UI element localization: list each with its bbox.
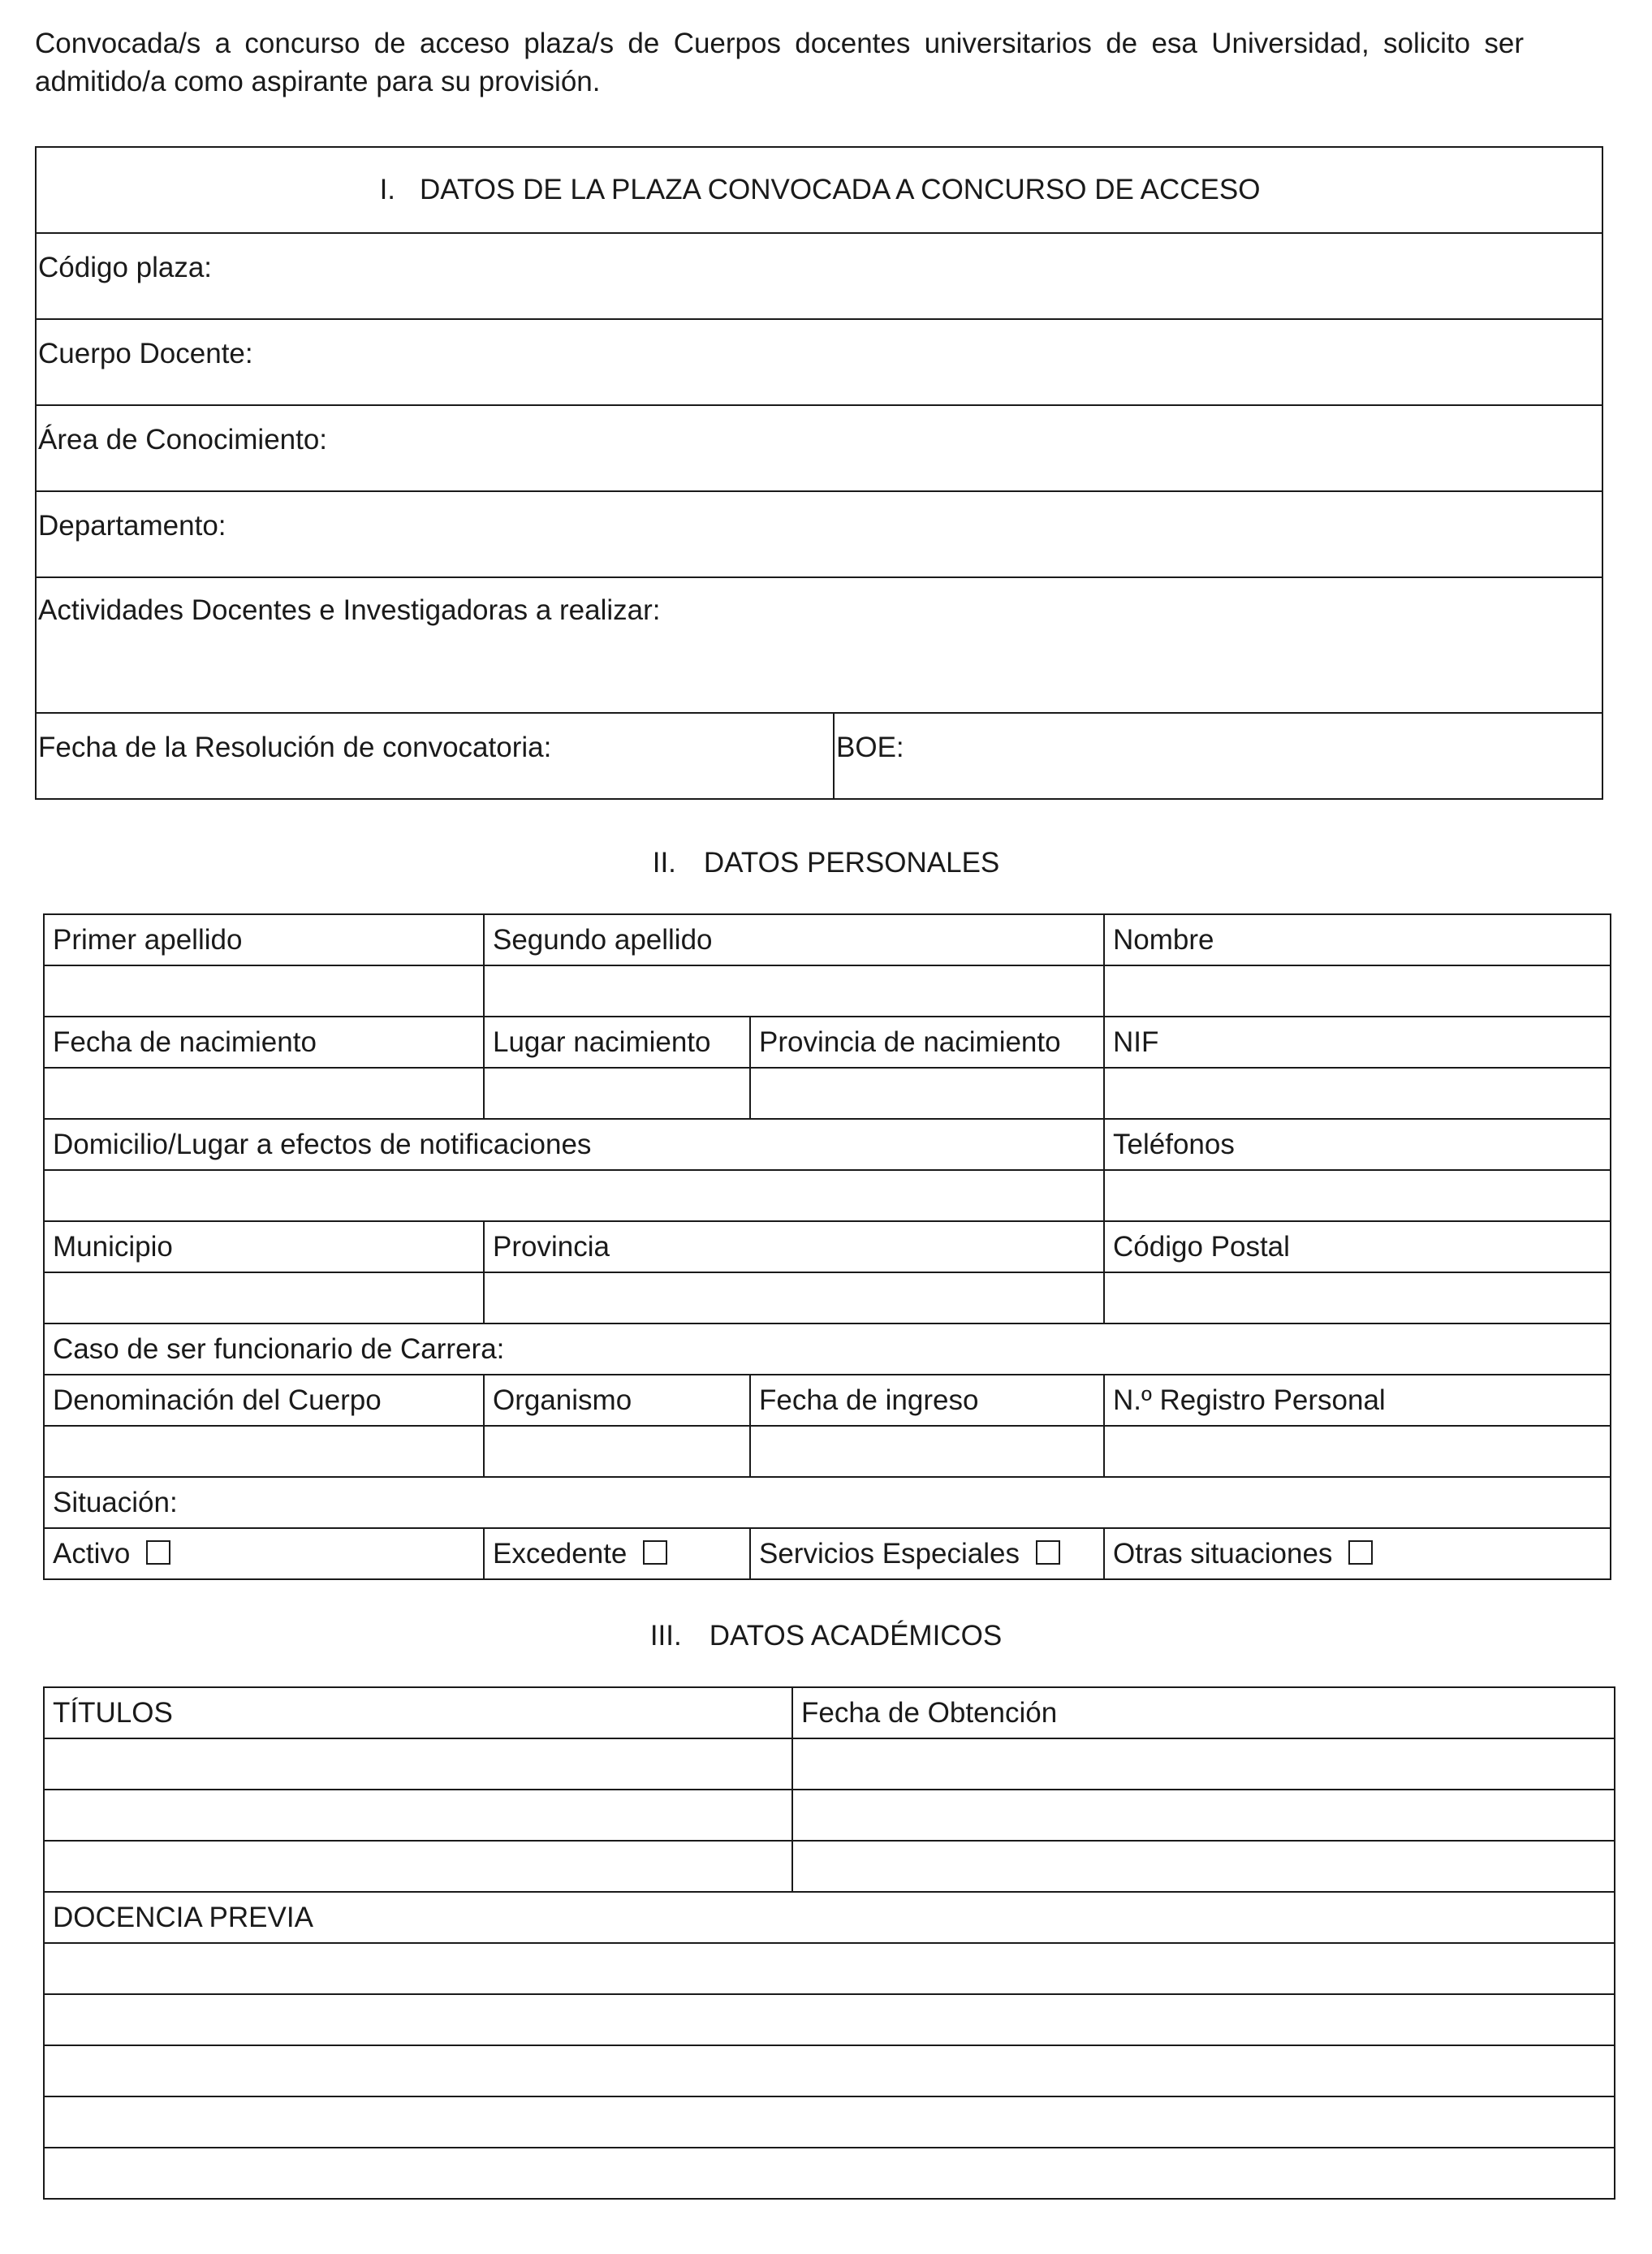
section1-title: DATOS DE LA PLAZA CONVOCADA A CONCURSO DE ACCESO <box>420 174 1261 205</box>
codigo-postal-input[interactable] <box>1104 1272 1611 1323</box>
docencia-input-3[interactable] <box>44 2045 1615 2096</box>
provincia-label: Provincia <box>484 1221 1104 1272</box>
fecha-obtencion-input-2[interactable] <box>792 1790 1615 1841</box>
segundo-apellido-label: Segundo apellido <box>484 914 1104 965</box>
section2-number: II. <box>652 847 676 879</box>
actividades-label: Actividades Docentes e Investigadoras a realizar: <box>38 594 661 626</box>
municipio-input[interactable] <box>44 1272 484 1323</box>
fecha-obtencion-input-1[interactable] <box>792 1738 1615 1790</box>
area-conocimiento-label: Área de Conocimiento: <box>38 424 328 456</box>
titulos-label: TÍTULOS <box>44 1687 792 1738</box>
personal-data-table <box>43 913 1611 1580</box>
departamento-label: Departamento: <box>38 510 226 542</box>
nif-input[interactable] <box>1104 1068 1611 1119</box>
servicios-label: Servicios Especiales <box>759 1537 1020 1570</box>
otras-checkbox[interactable] <box>1348 1540 1373 1565</box>
section1-number: I. <box>379 174 396 205</box>
boe-label: BOE: <box>836 732 904 763</box>
primer-apellido-input[interactable] <box>44 965 484 1017</box>
fecha-nacimiento-label: Fecha de nacimiento <box>44 1017 484 1068</box>
fecha-resolucion-field[interactable] <box>36 713 834 799</box>
activo-option <box>44 1528 484 1579</box>
section1-heading <box>36 147 1602 233</box>
docencia-input-5[interactable] <box>44 2148 1615 2199</box>
intro-paragraph: Convocada/s a concurso de acceso plaza/s de Cuerpos docentes universitarios de esa Universidad, solicito ser admitido/a como aspirante para su provisión. <box>35 28 1524 97</box>
titulo-input-1[interactable] <box>44 1738 792 1790</box>
funcionario-label: Caso de ser funcionario de Carrera: <box>44 1323 1611 1375</box>
fecha-ingreso-input[interactable] <box>750 1426 1104 1477</box>
telefonos-label: Teléfonos <box>1104 1119 1611 1170</box>
activo-label: Activo <box>53 1537 131 1570</box>
codigo-plaza-label: Código plaza: <box>38 252 213 283</box>
codigo-postal-label: Código Postal <box>1104 1221 1611 1272</box>
activo-checkbox[interactable] <box>146 1540 170 1565</box>
denominacion-cuerpo-label: Denominación del Cuerpo <box>44 1375 484 1426</box>
fecha-obtencion-label: Fecha de Obtención <box>792 1687 1615 1738</box>
excedente-checkbox[interactable] <box>643 1540 667 1565</box>
section2-heading <box>0 845 1652 881</box>
registro-personal-input[interactable] <box>1104 1426 1611 1477</box>
organismo-label: Organismo <box>484 1375 750 1426</box>
docencia-input-1[interactable] <box>44 1943 1615 1994</box>
excedente-option <box>484 1528 750 1579</box>
domicilio-input[interactable] <box>44 1170 1104 1221</box>
departamento-field[interactable] <box>36 491 1602 577</box>
fecha-obtencion-input-3[interactable] <box>792 1841 1615 1892</box>
section3-title: DATOS ACADÉMICOS <box>709 1620 1003 1652</box>
codigo-plaza-field[interactable] <box>36 233 1602 319</box>
cuerpo-docente-label: Cuerpo Docente: <box>38 338 253 369</box>
municipio-label: Municipio <box>44 1221 484 1272</box>
fecha-resolucion-label: Fecha de la Resolución de convocatoria: <box>38 732 552 763</box>
nombre-label: Nombre <box>1104 914 1611 965</box>
section2-title: DATOS PERSONALES <box>703 847 1000 879</box>
segundo-apellido-input[interactable] <box>484 965 1104 1017</box>
boe-field[interactable] <box>834 713 1602 799</box>
cuerpo-docente-field[interactable] <box>36 319 1602 405</box>
docencia-input-2[interactable] <box>44 1994 1615 2045</box>
docencia-input-4[interactable] <box>44 2096 1615 2148</box>
telefonos-input[interactable] <box>1104 1170 1611 1221</box>
nif-label: NIF <box>1104 1017 1611 1068</box>
nombre-input[interactable] <box>1104 965 1611 1017</box>
servicios-option <box>750 1528 1104 1579</box>
servicios-checkbox[interactable] <box>1036 1540 1060 1565</box>
section3-heading <box>0 1618 1652 1654</box>
plaza-table <box>35 146 1603 800</box>
area-conocimiento-field[interactable] <box>36 405 1602 491</box>
titulo-input-3[interactable] <box>44 1841 792 1892</box>
section3-number: III. <box>649 1620 682 1652</box>
fecha-nacimiento-input[interactable] <box>44 1068 484 1119</box>
docencia-previa-label: DOCENCIA PREVIA <box>44 1892 1615 1943</box>
domicilio-label: Domicilio/Lugar a efectos de notificaciones <box>44 1119 1104 1170</box>
lugar-nacimiento-input[interactable] <box>484 1068 750 1119</box>
provincia-input[interactable] <box>484 1272 1104 1323</box>
otras-option <box>1104 1528 1611 1579</box>
excedente-label: Excedente <box>493 1537 628 1570</box>
provincia-nacimiento-input[interactable] <box>750 1068 1104 1119</box>
lugar-nacimiento-label: Lugar nacimiento <box>484 1017 750 1068</box>
academic-data-table <box>43 1686 1615 2200</box>
actividades-field[interactable] <box>36 577 1602 713</box>
primer-apellido-label: Primer apellido <box>44 914 484 965</box>
titulo-input-2[interactable] <box>44 1790 792 1841</box>
situacion-label: Situación: <box>44 1477 1611 1528</box>
fecha-ingreso-label: Fecha de ingreso <box>750 1375 1104 1426</box>
provincia-nacimiento-label: Provincia de nacimiento <box>750 1017 1104 1068</box>
organismo-input[interactable] <box>484 1426 750 1477</box>
denominacion-cuerpo-input[interactable] <box>44 1426 484 1477</box>
otras-label: Otras situaciones <box>1113 1537 1333 1570</box>
registro-personal-label: N.º Registro Personal <box>1104 1375 1611 1426</box>
